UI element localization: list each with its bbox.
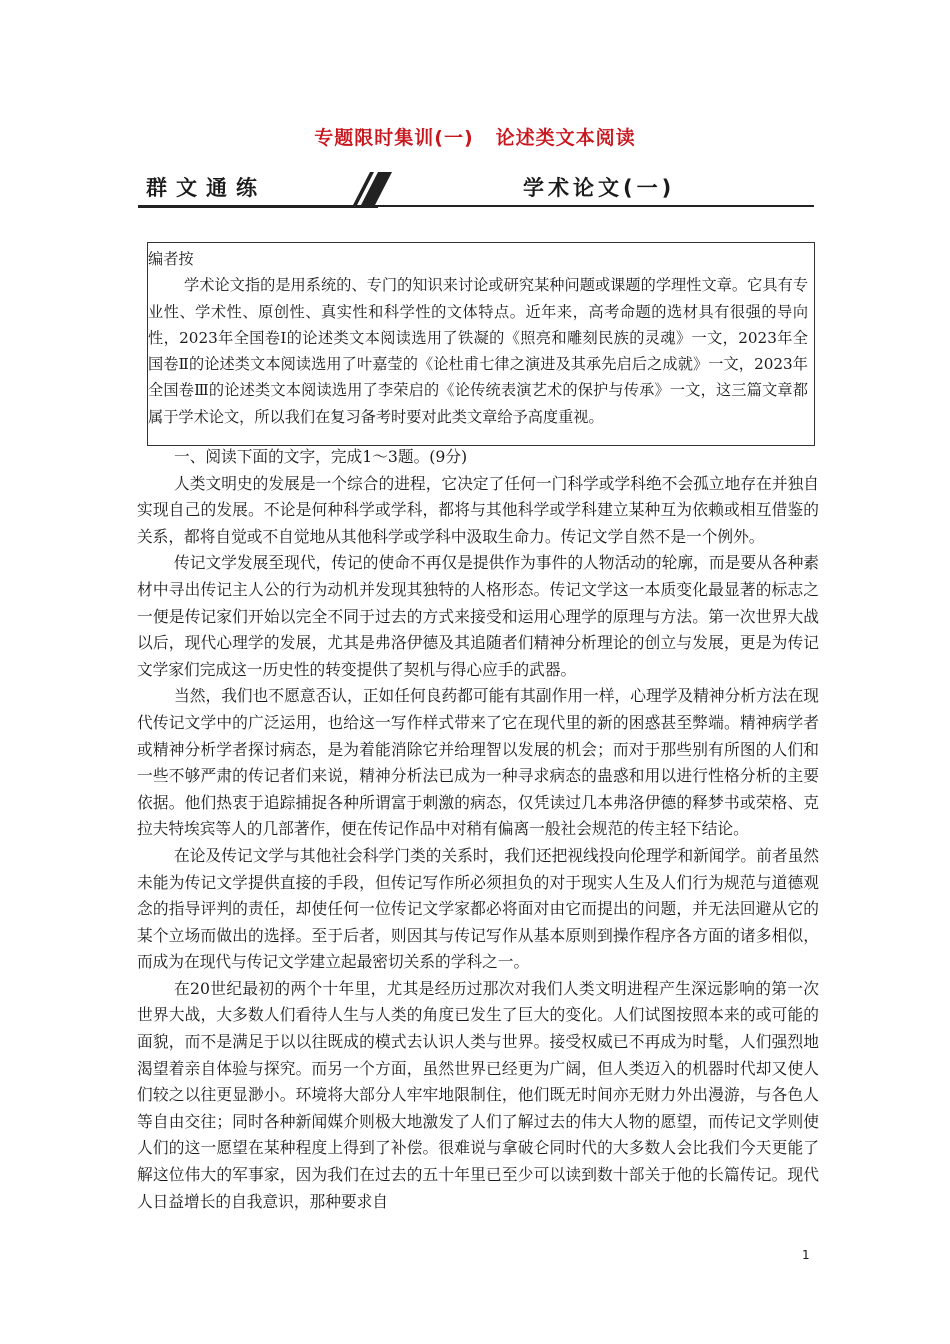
- section-instruction: 一、阅读下面的文字，完成1～3题。(9分): [174, 447, 468, 466]
- passage-paragraph: 在20世纪最初的两个十年里，尤其是经历过那次对我们人类文明进程产生深远影响的第一次世界大战，大多数人们看待人生与人类的角度已发生了巨大的变化。人们试图按照本来的或可能的面貌，而不是满足于以以往既成的模式去认识人类与世界。接受权威已不再成为时髦，人们强烈地渴望着亲自体验与探究。而另一个方面，虽然世界已经更为广阔，但人类迈入的机器时代却又使人们较之以往更显渺小。环境将大部分人牢牢地限制住，他们既无时间亦无财力外出漫游，与各色人等自由交往；同时各种新闻媒介则极大地激发了人们了解过去的伟大人物的愿望，而传记文学则使人们的这一愿望在某种程度上得到了补偿。很难说与拿破仑同时代的大多数人会比我们今天更能了解这位伟大的军事家，因为我们在过去的五十年里已至少可以读到数十部关于他的长篇传记。现代人日益增长的自我意识，那种要求自: [137, 978, 819, 1211]
- editor-note-label: 编者按: [148, 250, 194, 268]
- banner-rule-left: [138, 205, 378, 208]
- banner-left-label: 群文通练: [146, 176, 266, 200]
- banner-divider-graphic: [138, 170, 814, 210]
- title-part-2: 论述类文本阅读: [495, 127, 636, 149]
- section-banner: [138, 170, 814, 210]
- passage-paragraph: 传记文学发展至现代，传记的使命不再仅是提供作为事件的人物活动的轮廓，而是要从各种素材中寻出传记主人公的行为动机并发现其独特的人格形态。传记文学这一本质变化最显著的标志之一便是传记家们开始以完全不同于过去的方式来接受和运用心理学的原理与方法。第一次世界大战以后，现代心理学的发展，尤其是弗洛伊德及其追随者们精神分析理论的创立与发展，更是为传记文学家们完成这一历史性的转变提供了契机与得心应手的武器。: [137, 553, 819, 679]
- banner-right-label: 学术论文(一): [523, 176, 676, 200]
- editor-note-box: [147, 242, 815, 446]
- title-part-1: 专题限时集训(一): [314, 127, 474, 149]
- passage-paragraph: 当然，我们也不愿意否认，正如任何良药都可能有其副作用一样，心理学及精神分析方法在现代传记文学中的广泛运用，也给这一写作样式带来了它在现代里的新的困惑甚至弊端。精神病学者或精神分析学者探讨病态，是为着能消除它并给理智以发展的机会；而对于那些别有所图的人们和一些不够严肃的传记者们来说，精神分析法已成为一种寻求病态的蛊惑和用以进行性格分析的主要依据。他们热衷于追踪捕捉各种所谓富于刺激的病态，仅凭读过几本弗洛伊德的释梦书或荣格、克拉夫特埃宾等人的几部著作，便在传记作品中对稍有偏离一般社会规范的传主轻下结论。: [137, 686, 819, 839]
- passage-paragraph: 人类文明史的发展是一个综合的进程，它决定了任何一门科学或学科绝不会孤立地存在并独自实现自己的发展。不论是何种科学或学科，都将与其他科学或学科建立某种互为依赖或相互借鉴的关系，都将自觉或不自觉地从其他科学或学科中汲取生命力。传记文学自然不是一个例外。: [137, 473, 819, 546]
- page-number: 1: [802, 1248, 810, 1262]
- reading-passage: [137, 444, 819, 1215]
- page-title: [0, 123, 950, 150]
- editor-note-text: 学术论文指的是用系统的、专门的知识来讨论或研究某种问题或课题的学理性文章。它具有专业性、学术性、原创性、真实性和科学性的文体特点。近年来，高考命题的选材具有很强的导向性，2023年全国卷Ⅰ的论述类文本阅读选用了铁凝的《照亮和雕刻民族的灵魂》一文，2023年全国卷Ⅱ的论述类文本阅读选用了叶嘉莹的《论杜甫七律之演进及其承先启后之成就》一文，2023年全国卷Ⅲ的论述类文本阅读选用了李荣启的《论传统表演艺术的保护与传承》一文，这三篇文章都属于学术论文，所以我们在复习备考时要对此类文章给予高度重视。: [148, 276, 808, 426]
- passage-paragraph: 在论及传记文学与其他社会科学门类的关系时，我们还把视线投向伦理学和新闻学。前者虽然未能为传记文学提供直接的手段，但传记写作所必须担负的对于现实人生及人们行为规范与道德观念的指导评判的责任，却使任何一位传记文学家都必将面对由它而提出的问题，并无法回避从它的某个立场而做出的选择。至于后者，则因其与传记写作从基本原则到操作程序各方面的诸多相似，而成为在现代与传记文学建立起最密切关系的学科之一。: [137, 845, 819, 972]
